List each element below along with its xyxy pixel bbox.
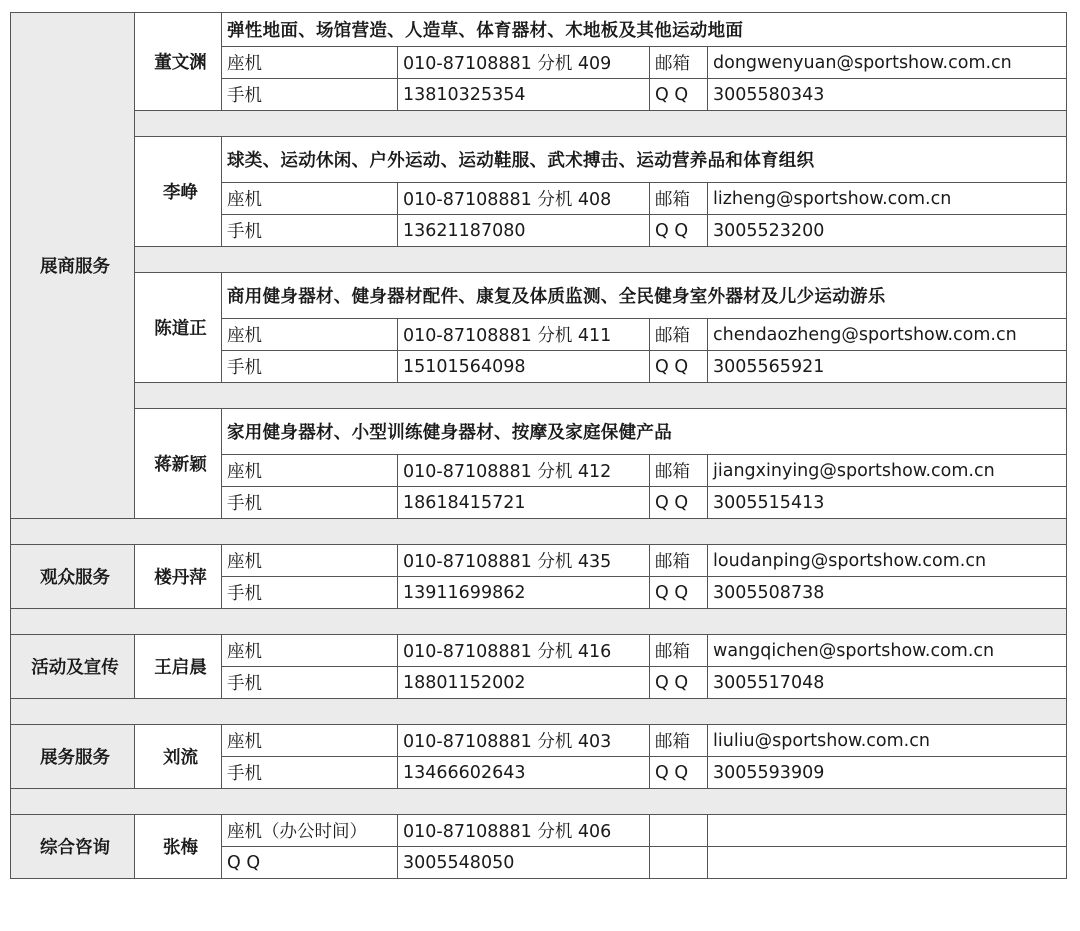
qq-value: 3005517048 (708, 667, 1067, 699)
email-value: jiangxinying@sportshow.com.cn (708, 455, 1067, 487)
qq-value: 3005565921 (708, 351, 1067, 383)
spacer-cell (11, 789, 1067, 815)
contact-name: 李峥 (135, 137, 222, 247)
landline-label: 座机 (222, 183, 398, 215)
department-cell: 观众服务 (11, 545, 135, 609)
mobile-label: 手机 (222, 487, 398, 519)
landline-row (11, 545, 1067, 577)
mobile-value: 15101564098 (398, 351, 650, 383)
empty-cell (708, 815, 1067, 847)
spacer-cell (11, 519, 1067, 545)
qq-value: 3005548050 (398, 847, 650, 879)
contact-name: 蒋新颖 (135, 409, 222, 519)
landline-label: 座机 (222, 545, 398, 577)
landline-value: 010-87108881 分机 411 (398, 319, 650, 351)
scope-row (11, 409, 1067, 455)
landline-row (11, 725, 1067, 757)
mobile-value: 18801152002 (398, 667, 650, 699)
mobile-label: 手机 (222, 351, 398, 383)
mobile-label: 手机 (222, 215, 398, 247)
mobile-label: 手机 (222, 577, 398, 609)
mobile-value: 13911699862 (398, 577, 650, 609)
email-label: 邮箱 (650, 319, 708, 351)
email-value: lizheng@sportshow.com.cn (708, 183, 1067, 215)
email-label: 邮箱 (650, 725, 708, 757)
qq-label: Q Q (650, 487, 708, 519)
spacer-cell (11, 699, 1067, 725)
business-scope: 商用健身器材、健身器材配件、康复及体质监测、全民健身室外器材及儿少运动游乐 (222, 273, 1067, 319)
mobile-value: 13621187080 (398, 215, 650, 247)
qq-value: 3005580343 (708, 79, 1067, 111)
scope-row (11, 273, 1067, 319)
email-value: wangqichen@sportshow.com.cn (708, 635, 1067, 667)
email-value: chendaozheng@sportshow.com.cn (708, 319, 1067, 351)
landline-value: 010-87108881 分机 409 (398, 47, 650, 79)
landline-value: 010-87108881 分机 403 (398, 725, 650, 757)
email-label: 邮箱 (650, 545, 708, 577)
landline-value: 010-87108881 分机 435 (398, 545, 650, 577)
qq-value: 3005515413 (708, 487, 1067, 519)
email-label: 邮箱 (650, 183, 708, 215)
qq-label: Q Q (650, 215, 708, 247)
landline-label: 座机 (222, 725, 398, 757)
mobile-value: 13810325354 (398, 79, 650, 111)
spacer-row (11, 789, 1067, 815)
spacer-row (11, 111, 1067, 137)
email-label: 邮箱 (650, 47, 708, 79)
email-value: loudanping@sportshow.com.cn (708, 545, 1067, 577)
business-scope: 家用健身器材、小型训练健身器材、按摩及家庭保健产品 (222, 409, 1067, 455)
qq-value: 3005508738 (708, 577, 1067, 609)
spacer-row (11, 609, 1067, 635)
mobile-label: 手机 (222, 79, 398, 111)
landline-row (11, 635, 1067, 667)
landline-value: 010-87108881 分机 406 (398, 815, 650, 847)
qq-value: 3005523200 (708, 215, 1067, 247)
qq-label: Q Q (650, 79, 708, 111)
spacer-cell (135, 247, 1067, 273)
business-scope: 球类、运动休闲、户外运动、运动鞋服、武术搏击、运动营养品和体育组织 (222, 137, 1067, 183)
email-value: liuliu@sportshow.com.cn (708, 725, 1067, 757)
department-cell: 活动及宣传 (11, 635, 135, 699)
spacer-row (11, 383, 1067, 409)
empty-cell (650, 815, 708, 847)
department-cell: 综合咨询 (11, 815, 135, 879)
contact-name: 张梅 (135, 815, 222, 879)
mobile-value: 13466602643 (398, 757, 650, 789)
contact-name: 刘流 (135, 725, 222, 789)
landline-label: 座机（办公时间） (222, 815, 398, 847)
department-cell: 展商服务 (11, 13, 135, 519)
contact-name: 陈道正 (135, 273, 222, 383)
qq-label: Q Q (650, 667, 708, 699)
landline-label: 座机 (222, 319, 398, 351)
qq-label: Q Q (650, 577, 708, 609)
contact-name: 董文渊 (135, 13, 222, 111)
landline-value: 010-87108881 分机 416 (398, 635, 650, 667)
spacer-row (11, 247, 1067, 273)
spacer-row (11, 519, 1067, 545)
qq-label: Q Q (650, 757, 708, 789)
spacer-cell (135, 383, 1067, 409)
business-scope: 弹性地面、场馆营造、人造草、体育器材、木地板及其他运动地面 (222, 13, 1067, 47)
qq-value: 3005593909 (708, 757, 1067, 789)
spacer-cell (11, 609, 1067, 635)
landline-label: 座机 (222, 47, 398, 79)
contact-table (10, 12, 1067, 879)
scope-row (11, 137, 1067, 183)
qq-label: Q Q (650, 351, 708, 383)
landline-row (11, 815, 1067, 847)
email-label: 邮箱 (650, 635, 708, 667)
empty-cell (650, 847, 708, 879)
mobile-label: 手机 (222, 757, 398, 789)
spacer-cell (135, 111, 1067, 137)
department-cell: 展务服务 (11, 725, 135, 789)
email-value: dongwenyuan@sportshow.com.cn (708, 47, 1067, 79)
mobile-label: 手机 (222, 667, 398, 699)
scope-row (11, 13, 1067, 47)
empty-cell (708, 847, 1067, 879)
landline-label: 座机 (222, 635, 398, 667)
landline-label: 座机 (222, 455, 398, 487)
contact-name: 楼丹萍 (135, 545, 222, 609)
landline-value: 010-87108881 分机 412 (398, 455, 650, 487)
mobile-value: 18618415721 (398, 487, 650, 519)
landline-value: 010-87108881 分机 408 (398, 183, 650, 215)
email-label: 邮箱 (650, 455, 708, 487)
contact-name: 王启晨 (135, 635, 222, 699)
qq-label: Q Q (222, 847, 398, 879)
spacer-row (11, 699, 1067, 725)
